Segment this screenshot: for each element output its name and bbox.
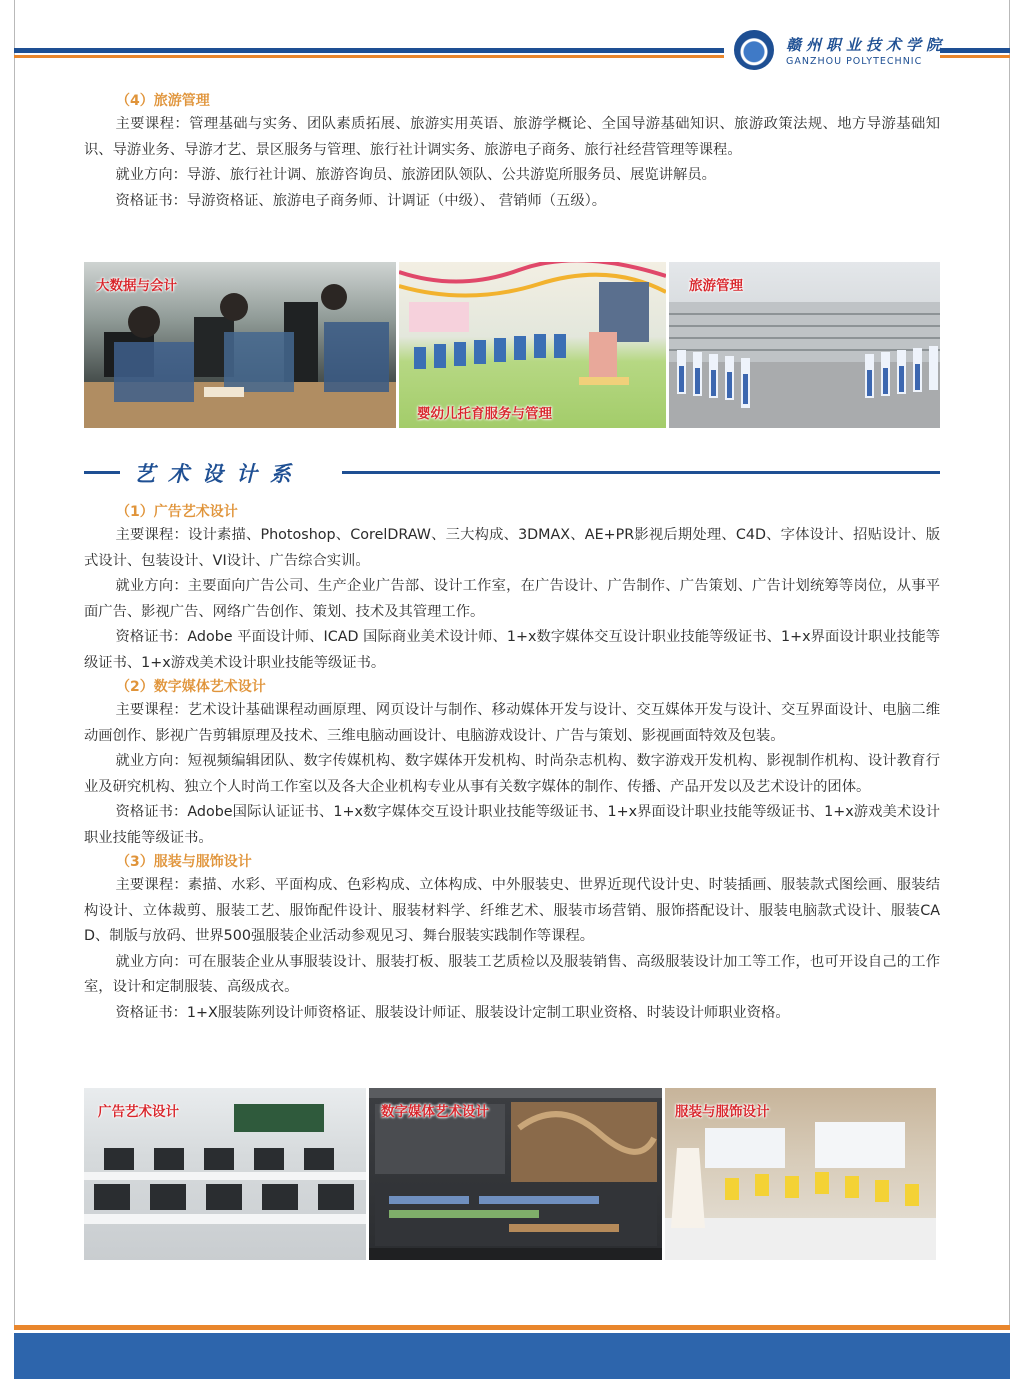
- photo-advertising: [84, 1088, 366, 1260]
- art-design-section: [84, 501, 940, 1026]
- digital-media-jobs: 就业方向：短视频编辑团队、数字传媒机构、数字媒体开发机构、时尚杂志机构、数字游戏开发机构、影视制作机构、设计教育行业及研究机构、独立个人时尚工作室以及各大企业机构专业从事有关数字媒体的制作、传播、产品开发以及艺术设计的团体。: [84, 753, 940, 795]
- fashion-courses: 主要课程：素描、水彩、平面构成、色彩构成、立体构成、中外服装史、世界近现代设计史、时装插画、服装款式图绘画、服装结构设计、立体裁剪、服装工艺、服饰配件设计、服装材料学、纤维艺术、服装市场营销、服饰搭配设计、服装电脑款式设计、服装CAD、制版与放码、世界500强服装企业活动参观见习、舞台服装实践制作等课程。: [84, 877, 940, 944]
- advertising-certs: 资格证书：Adobe 平面设计师、ICAD 国际商业美术设计师、1+x数字媒体交互设计职业技能等级证书、1+x界面设计职业技能等级证书、1+x游戏美术设计职业技能等级证书。: [84, 629, 940, 671]
- school-emblem-icon: [734, 30, 774, 70]
- fashion-heading: （3）服装与服饰设计: [116, 854, 252, 870]
- header-stripe-orange-right: [940, 55, 1010, 58]
- tourism-heading: （4）旅游管理: [116, 93, 210, 109]
- footer-band-blue: [14, 1333, 1010, 1379]
- photo-accounting: [84, 262, 396, 428]
- advertising-courses: 主要课程：设计素描、Photoshop、CorelDRAW、三大构成、3DMAX、AE+PR影视后期处理、C4D、字体设计、招贴设计、版式设计、包装设计、VI设计、广告综合实训。: [84, 527, 940, 569]
- photo-fashion: [665, 1088, 936, 1260]
- header-stripe-blue: [14, 48, 724, 53]
- photo-digital-media: [369, 1088, 662, 1260]
- photo-row-top: [84, 262, 940, 428]
- photo-row-bottom: [84, 1088, 936, 1260]
- school-name-en: GANZHOU POLYTECHNIC: [786, 56, 923, 67]
- header-stripe-orange: [14, 55, 724, 58]
- school-name-cn: 赣州职业技术学院: [786, 36, 947, 54]
- digital-media-certs: 资格证书：Adobe国际认证证书、1+x数字媒体交互设计职业技能等级证书、1+x界面设计职业技能等级证书、1+x游戏美术设计职业技能等级证书。: [84, 804, 940, 846]
- tourism-certs: 资格证书：导游资格证、旅游电子商务师、计调证（中级）、 营销师（五级）。: [115, 192, 607, 209]
- photo-label: 服装与服饰设计: [675, 1104, 770, 1120]
- photo-label: 数字媒体艺术设计: [381, 1104, 489, 1120]
- page-border-right: [1009, 0, 1010, 1325]
- photo-tourism: [669, 262, 940, 428]
- school-logo: [734, 28, 947, 74]
- advertising-heading: （1）广告艺术设计: [116, 504, 238, 520]
- header-stripe-blue-right: [940, 48, 1010, 53]
- photo-label: 旅游管理: [689, 278, 743, 294]
- page-border-left: [14, 0, 15, 1325]
- tourism-section: [84, 90, 940, 214]
- footer-stripe-orange: [14, 1325, 1010, 1330]
- photo-label: 广告艺术设计: [98, 1104, 179, 1120]
- tourism-jobs: 就业方向：导游、旅行社计调、旅游咨询员、旅游团队领队、公共游览所服务员、展览讲解员。: [115, 167, 716, 183]
- department-title: 艺术设计系: [134, 461, 304, 486]
- fashion-certs: 资格证书：1+X服装陈列设计师资格证、服装设计师证、服装设计定制工职业资格、时装设计师职业资格。: [115, 1004, 790, 1021]
- photo-label: 婴幼儿托育服务与管理: [417, 406, 552, 422]
- tourism-courses: 主要课程：管理基础与实务、团队素质拓展、旅游实用英语、旅游学概论、全国导游基础知识、旅游政策法规、地方导游基础知识、导游业务、导游才艺、景区服务与管理、旅行社计调实务、旅游电子商务、旅行社经营管理等课程。: [84, 116, 940, 158]
- photo-label: 大数据与会计: [96, 278, 177, 294]
- department-heading: [84, 458, 940, 488]
- digital-media-heading: （2）数字媒体艺术设计: [116, 679, 266, 695]
- heading-rule-left: [84, 471, 120, 474]
- photo-childcare: [399, 262, 666, 428]
- heading-rule-right: [342, 471, 940, 474]
- advertising-jobs: 就业方向：主要面向广告公司、生产企业广告部、设计工作室，在广告设计、广告制作、广告策划、广告计划统筹等岗位，从事平面广告、影视广告、网络广告创作、策划、技术及其管理工作。: [84, 578, 940, 620]
- digital-media-courses: 主要课程：艺术设计基础课程动画原理、网页设计与制作、移动媒体开发与设计、交互媒体开发与设计、交互界面设计、电脑二维动画创作、影视广告剪辑原理及技术、三维电脑动画设计、电脑游戏设计、广告与策划、影视画面特效及包装。: [84, 702, 940, 744]
- fashion-jobs: 就业方向：可在服装企业从事服装设计、服装打板、服装工艺质检以及服装销售、高级服装设计加工等工作，也可开设自己的工作室，设计和定制服装、高级成衣。: [84, 953, 940, 995]
